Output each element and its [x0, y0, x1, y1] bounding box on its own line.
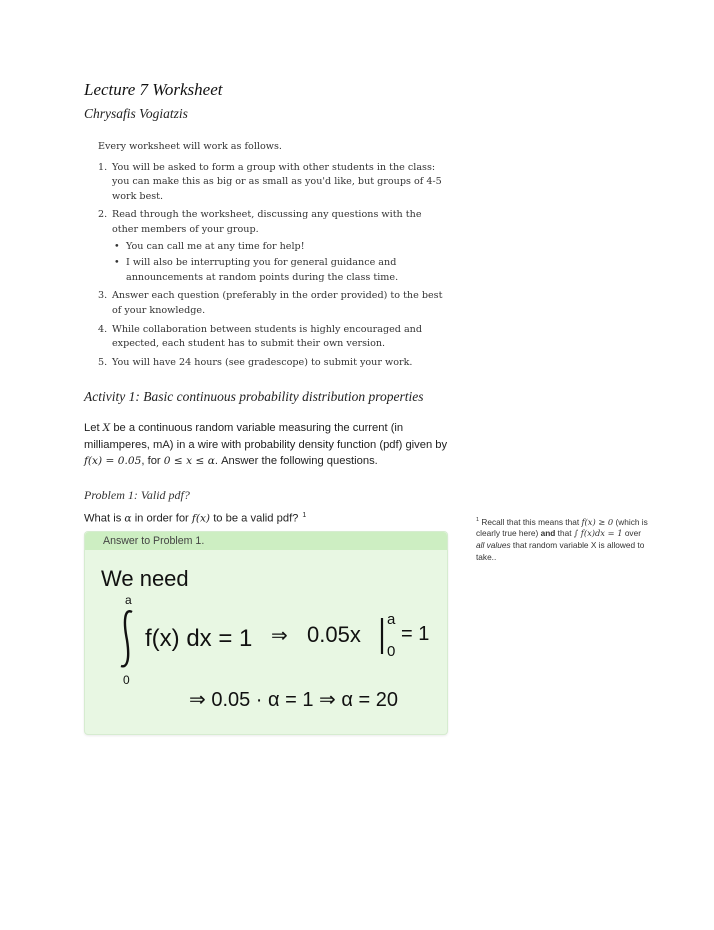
evaluation-expression: 0.05x	[307, 622, 361, 647]
worksheet-title: Lecture 7 Worksheet	[84, 80, 223, 99]
evaluation-upper: a	[387, 611, 396, 628]
answer-header	[85, 532, 447, 550]
bullet-icon: •	[114, 240, 120, 252]
math-expression: f(x) ≥ 0	[581, 516, 614, 527]
math-expression: ∫ f(x)dx = 1	[573, 528, 623, 539]
evaluation-lower: 0	[387, 643, 396, 660]
handwritten-answer	[85, 550, 447, 734]
problem-question: What is α in order for f(x) to be a valid pdf? $^1$	[84, 512, 307, 525]
answer-box	[84, 531, 448, 735]
bullet-icon: •	[114, 257, 120, 269]
activity-title: Activity 1: Basic continuous probability distribution properties	[84, 389, 424, 404]
integral-expression: f(x) dx = 1	[145, 625, 253, 652]
list-item: 1. You will be asked to form a group with other students in the class: you can make this as big or as small as you'd like, but groups of 4-5 work best.	[98, 161, 442, 202]
sub-list-item: • I will also be interrupting you for general guidance and announcements at random points during the class time.	[114, 257, 399, 283]
math-variable: X	[102, 422, 111, 434]
handwriting-line-3: ⇒ 0.05 · α = 1 ⇒ α = 20	[189, 689, 398, 711]
instructions	[98, 140, 448, 374]
list-item: 3. Answer each question (preferably in the order provided) to the best of your knowledge.	[98, 290, 443, 316]
integral-sign-icon	[121, 611, 132, 666]
math-expression: f(x) = 0.05	[84, 455, 142, 467]
activity-description: Let X be a continuous random variable measuring the current (in milliamperes, mA) in a wire with probability density function (pdf) given by f(x) = 0.05, for 0 ≤ x ≤ α. Answer the following questions.	[84, 422, 448, 467]
implies-arrow: ⇒	[271, 625, 288, 647]
footnote-mark: 1	[476, 517, 480, 523]
math-symbol: α	[124, 512, 132, 525]
footnote-mark: 1	[302, 512, 307, 519]
instructions-list	[98, 161, 448, 371]
instructions-lead: Every worksheet will work as follows.	[98, 141, 282, 152]
math-expression: 0 ≤ x ≤ α	[163, 455, 215, 467]
integral-lower-limit: 0	[123, 673, 130, 687]
math-expression: f(x)	[191, 512, 211, 525]
equals-one: = 1	[401, 623, 430, 645]
sidenote: $^1$ Recall that this means that f(x) ≥ 0 (which is clearly true here) and that ∫ f(x)dx = 1 over all values that random variable X is allowed to take..	[476, 516, 648, 562]
problem-title: Problem 1: Valid pdf?	[84, 488, 190, 502]
answer-label: Answer to Problem 1.	[103, 535, 205, 547]
handwriting-line-1: We need	[101, 566, 189, 591]
integral-upper-limit: a	[125, 593, 132, 607]
sub-list-item: • You can call me at any time for help!	[112, 240, 448, 255]
list-item: 5. You will have 24 hours (see gradescope) to submit your work.	[98, 356, 413, 368]
list-item: 2. Read through the worksheet, discussing any questions with the other members of your group. • You can call me at any time for help! • I will also be interrupting you for general guidance and announcements at random points during the class time.	[98, 208, 448, 285]
sub-list	[112, 240, 448, 286]
list-item: 4. While collaboration between students is highly encouraged and expected, each student has to submit their own version.	[98, 323, 422, 350]
author-name: Chrysafis Vogiatzis	[84, 106, 188, 121]
